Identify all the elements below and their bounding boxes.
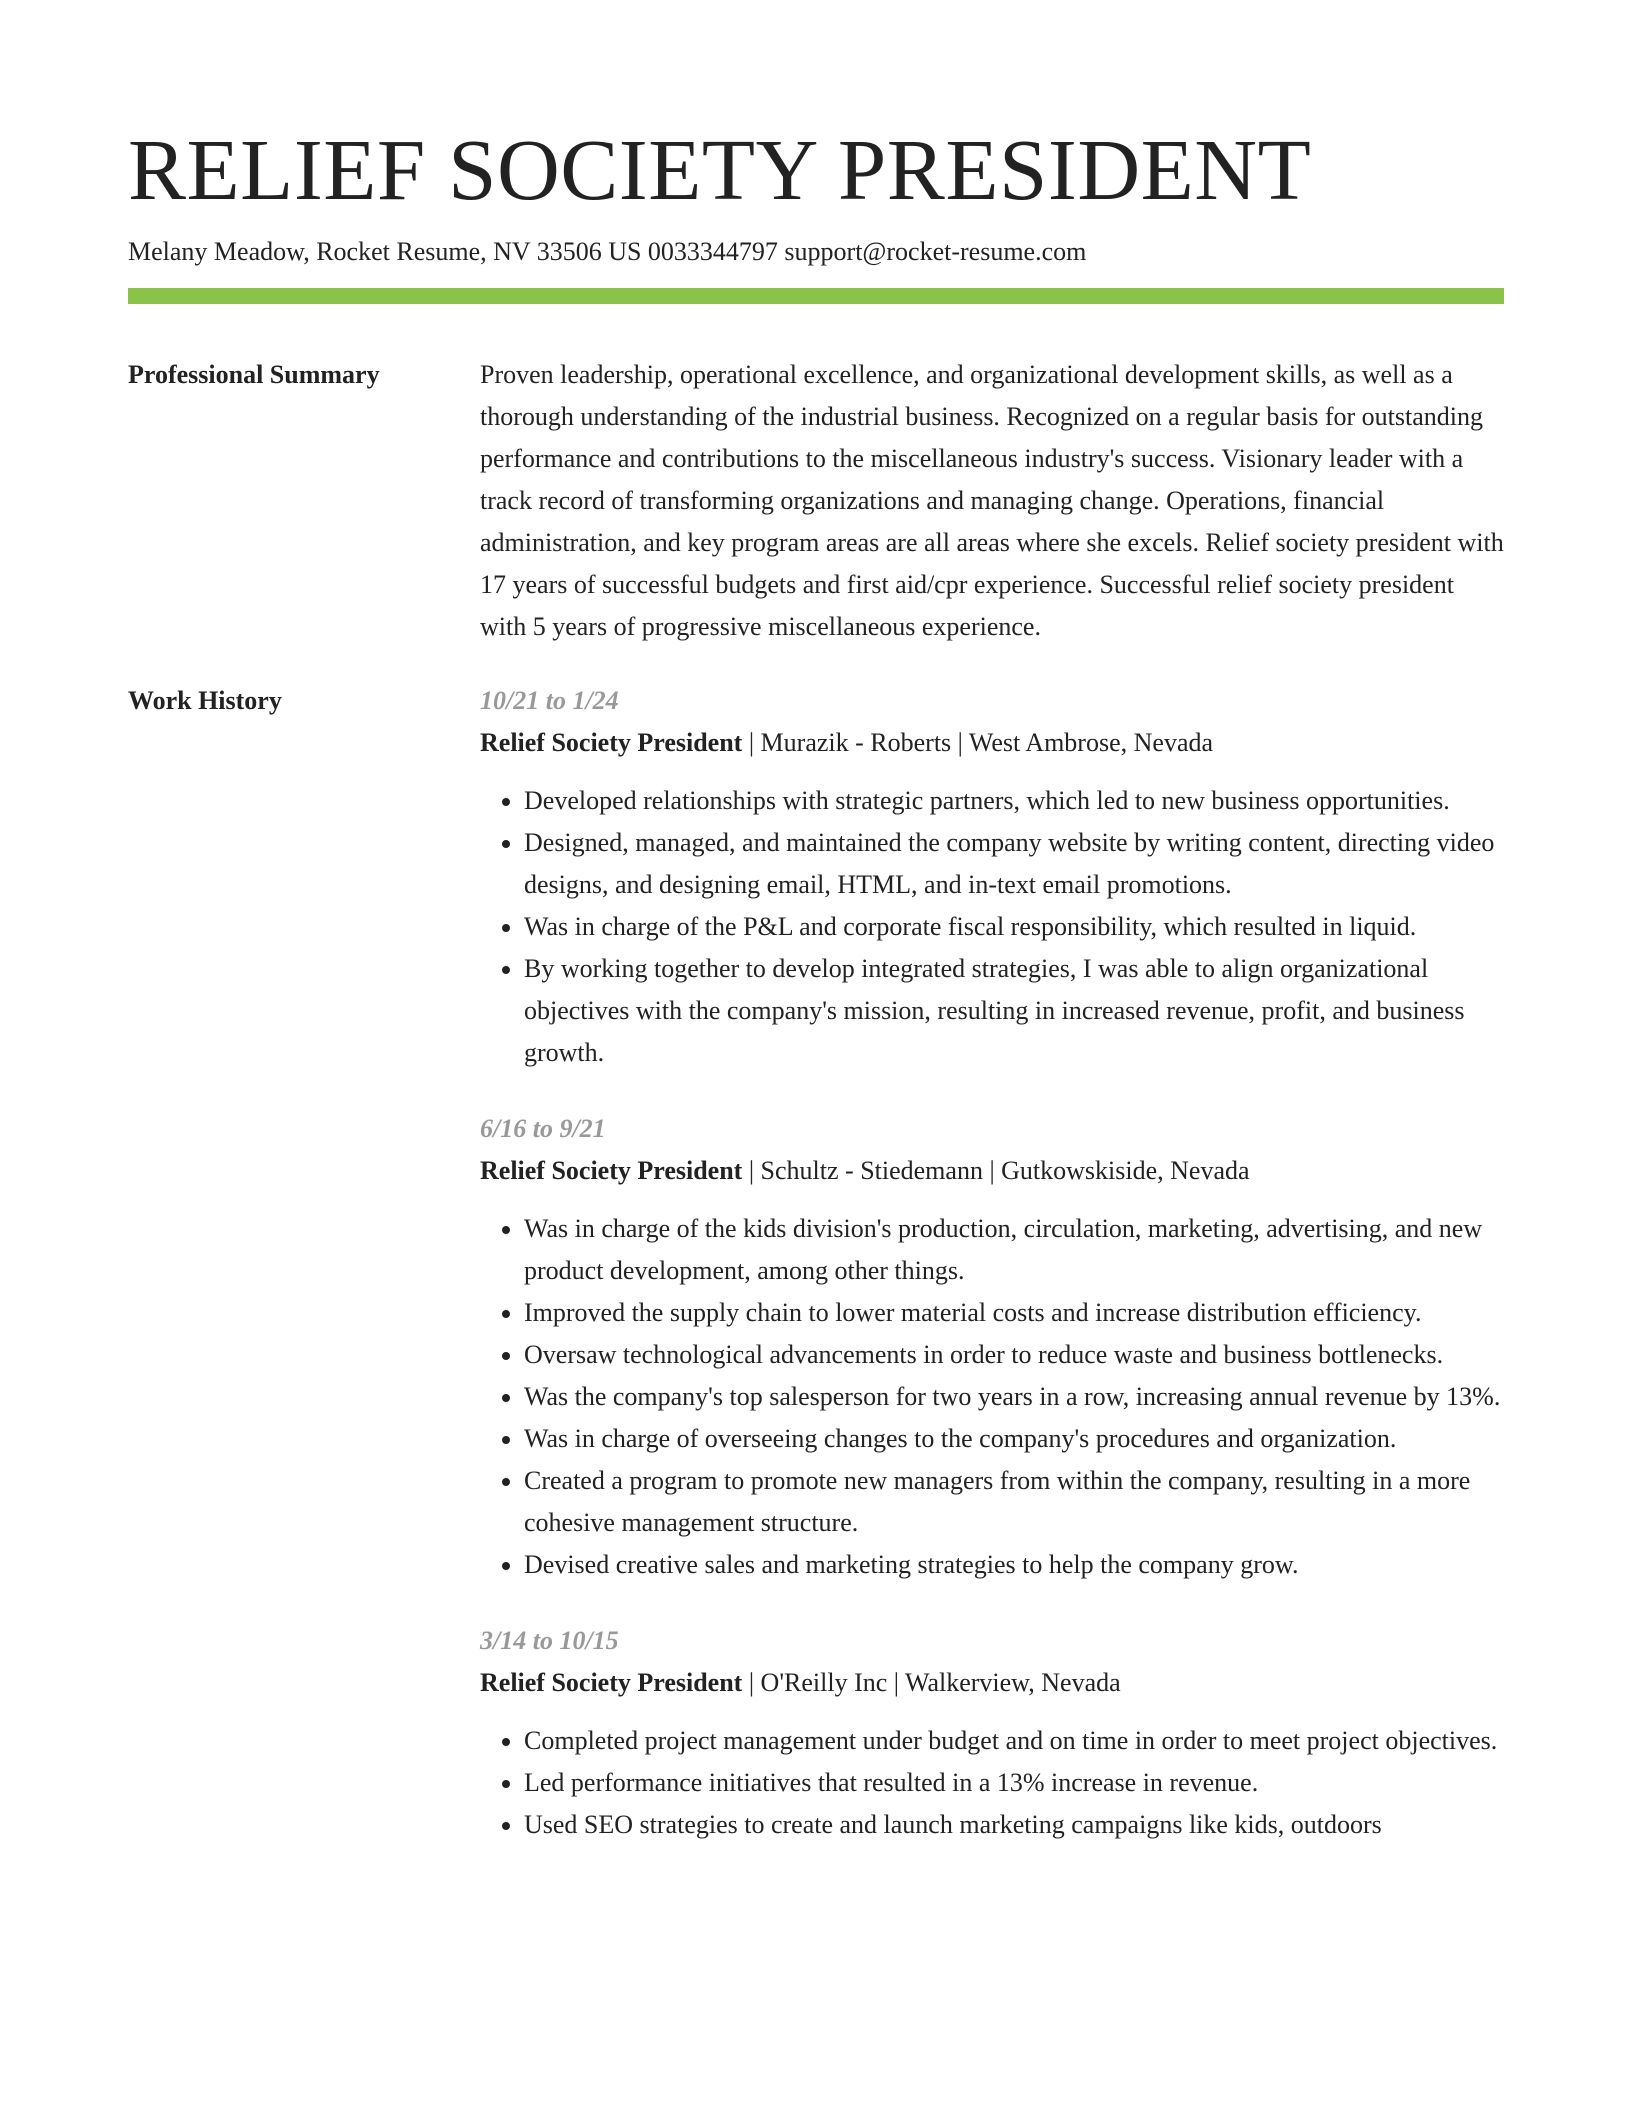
bullet-item: • Was in charge of the P&L and corporate fiscal responsibility, which resulted in liquid.: [524, 906, 1504, 948]
summary-text: Proven leadership, operational excellence, and organizational development skills, as well as a thorough understanding of the industrial business. Recognized on a regular basis for outstanding performance and contributions to the miscellaneous industry's success. Visionary leader with a track record of transforming organizations and managing change. Operations, financial administration, and key program areas are all areas where she excels. Relief society president with 17 years of successful budgets and first aid/cpr experience. Successful relief society president with 5 years of progressive miscellaneous experience.: [480, 360, 1504, 641]
job-heading: [480, 1150, 1504, 1192]
work-history-section: [128, 680, 1504, 1880]
bullet-item: • Was in charge of overseeing changes to the company's procedures and organization.: [524, 1418, 1504, 1460]
bullet-item: • Designed, managed, and maintained the company website by writing content, directing video designs, and designing email, HTML, and in-text email promotions.: [524, 822, 1504, 906]
bullet-item: • Devised creative sales and marketing strategies to help the company grow.: [524, 1544, 1504, 1586]
job-bullets: [480, 1720, 1504, 1846]
bullet-item: • Was the company's top salesperson for two years in a row, increasing annual revenue by 13%.: [524, 1376, 1504, 1418]
job-dates: 10/21 to 1/24: [480, 686, 619, 715]
resume-page: [128, 118, 1504, 1880]
bullet-item: • Improved the supply chain to lower material costs and increase distribution efficiency.: [524, 1292, 1504, 1334]
job-details: | Murazik - Roberts | West Ambrose, Nevada: [742, 728, 1214, 757]
job-dates: 3/14 to 10/15: [480, 1626, 619, 1655]
bullet-item: • Used SEO strategies to create and launch marketing campaigns like kids, outdoors: [524, 1804, 1504, 1846]
summary-body: [480, 354, 1504, 648]
job-heading: [480, 1662, 1504, 1704]
job-role: Relief Society President: [480, 728, 743, 757]
job-entry: [480, 680, 1504, 1074]
bullet-item: • Led performance initiatives that resulted in a 13% increase in revenue.: [524, 1762, 1504, 1804]
job-role: Relief Society President: [480, 1156, 743, 1185]
section-label: Professional Summary: [128, 360, 380, 389]
job-heading: [480, 722, 1504, 764]
bullet-item: • Completed project management under budget and on time in order to meet project objectives.: [524, 1720, 1504, 1762]
job-entry: [480, 1108, 1504, 1586]
header-divider: [128, 288, 1504, 304]
professional-summary-section: [128, 354, 1504, 648]
resume-title: RELIEF SOCIETY PRESIDENT: [128, 121, 1312, 218]
bullet-item: • Created a program to promote new managers from within the company, resulting in a more cohesive management structure.: [524, 1460, 1504, 1544]
job-details: | Schultz - Stiedemann | Gutkowskiside, Nevada: [742, 1156, 1250, 1185]
job-details: | O'Reilly Inc | Walkerview, Nevada: [742, 1668, 1121, 1697]
work-history-body: [480, 680, 1504, 1880]
bullet-item: • Was in charge of the kids division's production, circulation, marketing, advertising, and new product development, among other things.: [524, 1208, 1504, 1292]
bullet-item: • Oversaw technological advancements in order to reduce waste and business bottlenecks.: [524, 1334, 1504, 1376]
bullet-item: • Developed relationships with strategic partners, which led to new business opportunities.: [524, 780, 1504, 822]
job-bullets: [480, 1208, 1504, 1586]
contact-line: Melany Meadow, Rocket Resume, NV 33506 US 0033344797 support@rocket-resume.com: [128, 237, 1087, 266]
job-dates: 6/16 to 9/21: [480, 1114, 606, 1143]
bullet-item: • By working together to develop integrated strategies, I was able to align organizational objectives with the company's mission, resulting in increased revenue, profit, and business growth.: [524, 948, 1504, 1074]
job-entry: [480, 1620, 1504, 1846]
job-role: Relief Society President: [480, 1668, 743, 1697]
job-bullets: [480, 780, 1504, 1074]
section-label: Work History: [128, 686, 282, 715]
